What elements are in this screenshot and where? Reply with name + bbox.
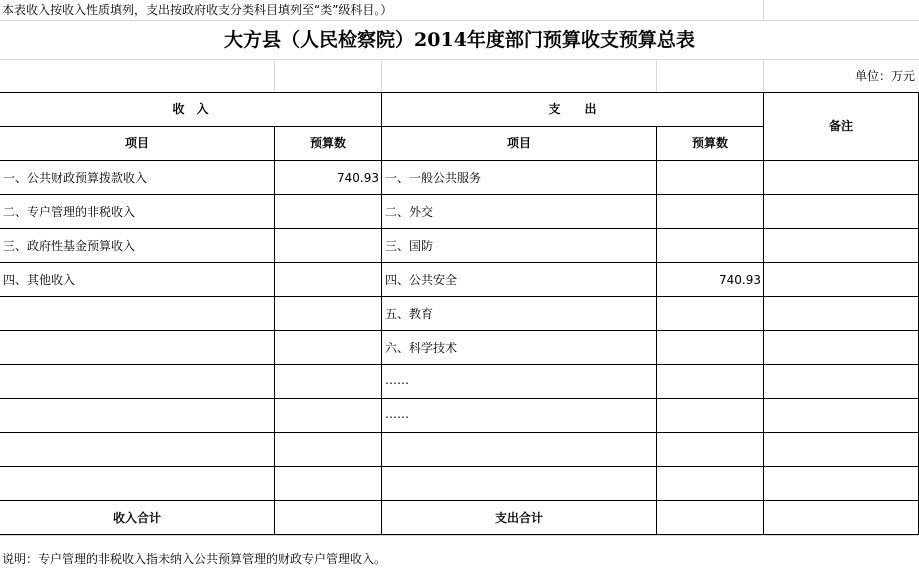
table-border bbox=[0, 296, 919, 297]
table-border bbox=[0, 160, 919, 161]
table-border bbox=[0, 432, 919, 433]
expense-item: 四、公共安全 bbox=[385, 273, 458, 287]
table-border bbox=[0, 228, 919, 229]
table-border bbox=[0, 92, 919, 93]
table-border bbox=[763, 92, 764, 534]
income-item: 三、政府性基金预算收入 bbox=[3, 239, 136, 253]
income-value: 740.93 bbox=[337, 171, 379, 185]
gridline bbox=[656, 59, 657, 92]
income-item-header: 项目 bbox=[124, 136, 149, 150]
income-total-label: 收入合计 bbox=[112, 511, 161, 525]
table-border bbox=[0, 262, 919, 263]
table-border bbox=[0, 330, 919, 331]
table-border bbox=[381, 92, 382, 534]
table-border bbox=[274, 126, 275, 534]
expense-budget-header: 预算数 bbox=[691, 136, 728, 150]
expense-item: …… bbox=[385, 373, 409, 387]
expense-value: 740.93 bbox=[719, 273, 761, 287]
expense-total-label: 支出合计 bbox=[494, 511, 543, 525]
unit-label: 单位：万元 bbox=[854, 69, 915, 83]
table-border bbox=[0, 466, 919, 467]
table-border bbox=[0, 534, 919, 535]
income-budget-header: 预算数 bbox=[309, 136, 346, 150]
table-border bbox=[656, 126, 657, 534]
expense-item: 一、一般公共服务 bbox=[385, 171, 482, 185]
income-item: 四、其他收入 bbox=[3, 273, 76, 287]
expense-item: 六、科学技术 bbox=[385, 341, 458, 355]
table-border bbox=[0, 500, 919, 501]
table-border bbox=[0, 364, 919, 365]
income-item: 二、专户管理的非税收入 bbox=[3, 205, 136, 219]
table-border bbox=[0, 194, 919, 195]
gridline bbox=[381, 59, 382, 92]
gridline bbox=[0, 20, 919, 21]
expense-header: 支 出 bbox=[548, 102, 597, 116]
gridline bbox=[0, 535, 919, 536]
expense-item-header: 项目 bbox=[506, 136, 531, 150]
expense-item: 五、教育 bbox=[385, 307, 434, 321]
expense-item: 三、国防 bbox=[385, 239, 434, 253]
page-title: 大方县（人民检察院）2014年度部门预算收支预算总表 bbox=[224, 29, 695, 51]
note-top: 本表收入按收入性质填列，支出按政府收支分类科目填列至“类”级科目。） bbox=[2, 3, 393, 17]
gridline bbox=[0, 59, 919, 60]
expense-item: 二、外交 bbox=[385, 205, 434, 219]
income-item: 一、公共财政预算拨款收入 bbox=[3, 171, 148, 185]
income-header: 收 入 bbox=[172, 102, 209, 116]
footnote: 说明：专户管理的非税收入指未纳入公共预算管理的财政专户管理收入。 bbox=[2, 552, 387, 566]
gridline bbox=[274, 59, 275, 92]
expense-item: …… bbox=[385, 407, 409, 421]
gridline bbox=[763, 0, 764, 20]
table-border bbox=[0, 398, 919, 399]
remark-header: 备注 bbox=[828, 119, 853, 133]
